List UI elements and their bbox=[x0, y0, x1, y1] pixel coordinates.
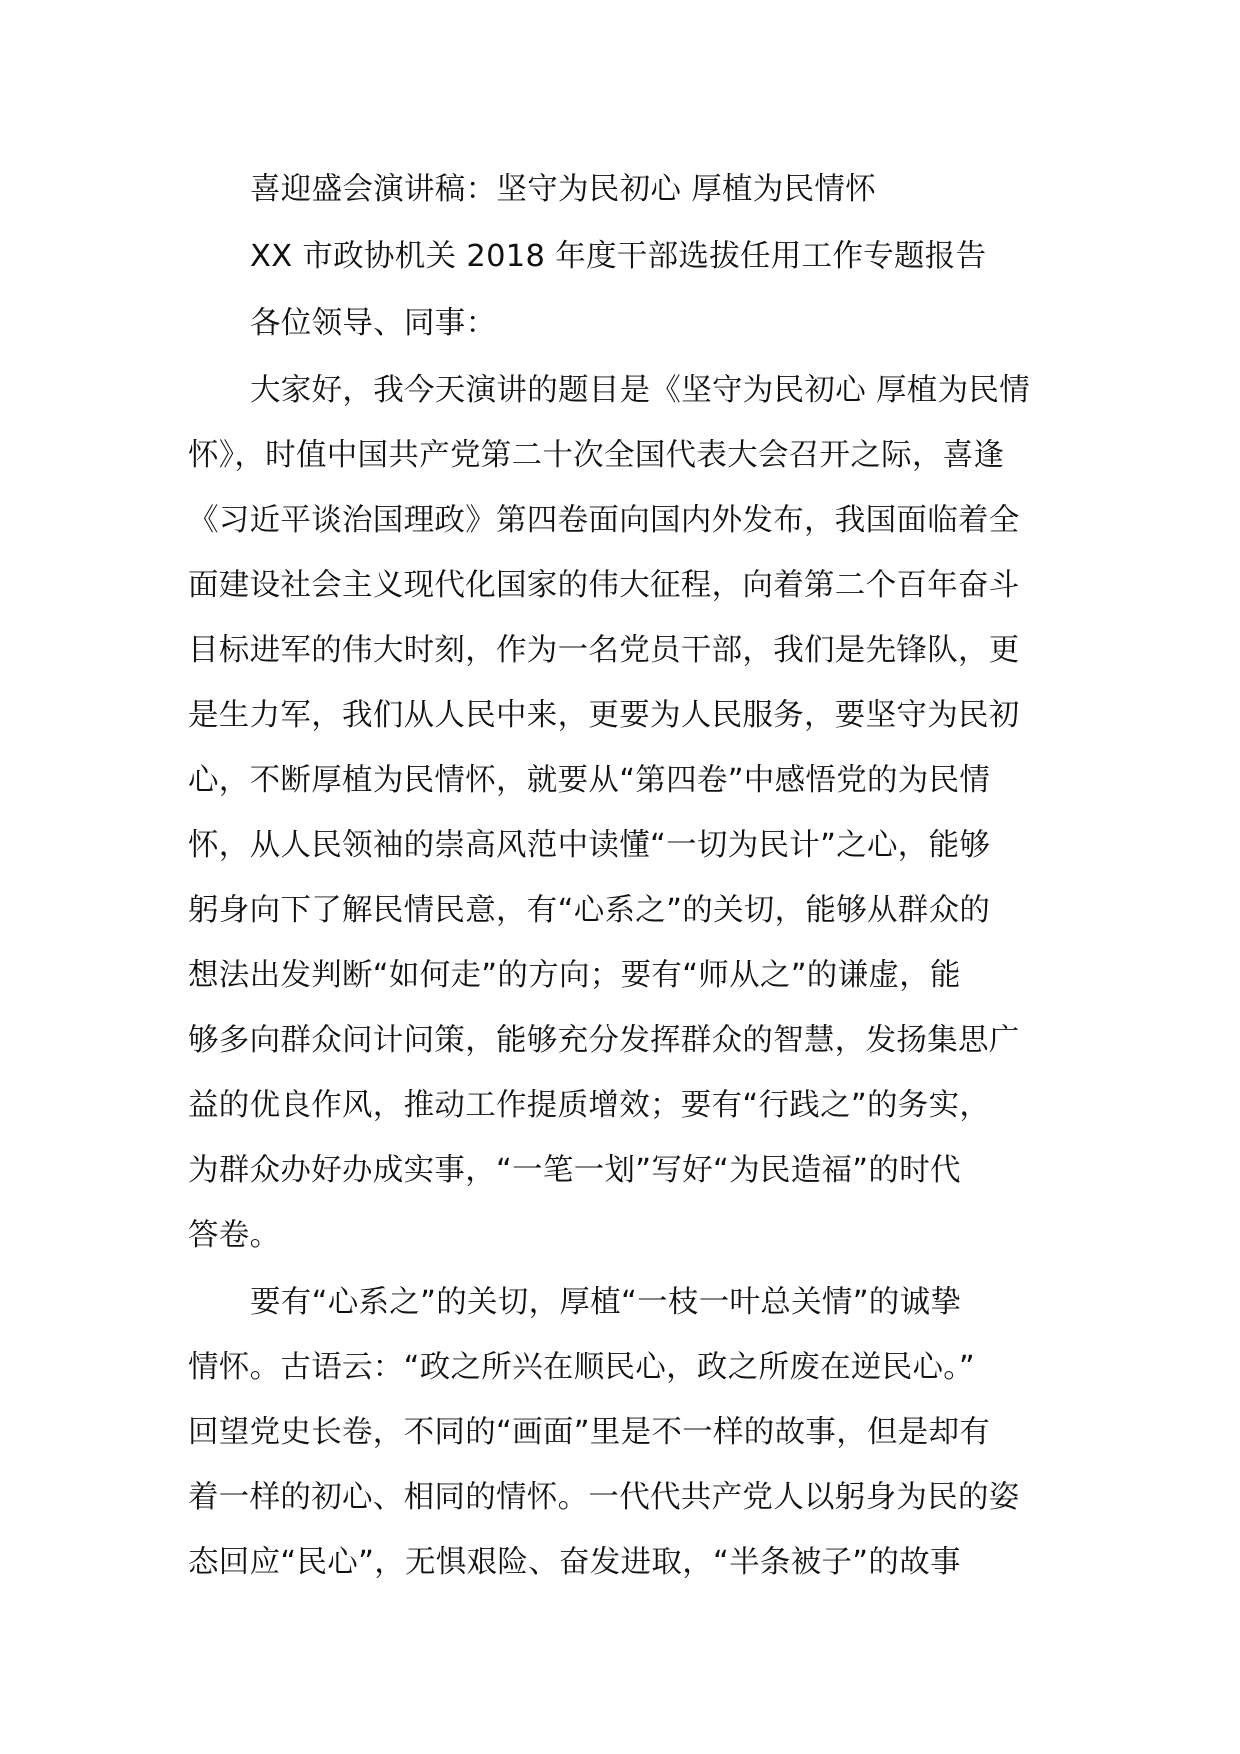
paragraph-line: 心，不断厚植为民情怀，就要从“第四卷”中感悟党的为民情 bbox=[188, 763, 991, 798]
paragraph-line: 是生力军，我们从人民中来，更要为人民服务，要坚守为民初 bbox=[188, 698, 1020, 733]
paragraph-line: 着一样的初心、相同的情怀。一代代共产党人以躬身为民的姿 bbox=[188, 1480, 1020, 1515]
document-subtitle: XX 市政协机关 2018 年度干部选拔任用工作专题报告 bbox=[250, 239, 987, 274]
paragraph-line: 怀》，时值中国共产党第二十次全国代表大会召开之际，喜逢 bbox=[188, 438, 1005, 473]
paragraph-line: 要有“心系之”的关切，厚植“一枝一叶总关情”的诚挚 bbox=[250, 1285, 962, 1320]
paragraph-line: 想法出发判断“如何走”的方向；要有“师从之”的谦虚，能 bbox=[188, 958, 961, 993]
paragraph-line: 怀，从人民领袖的崇高风范中读懂“一切为民计”之心，能够 bbox=[188, 828, 991, 863]
paragraph-1 bbox=[188, 373, 1056, 1254]
paragraph-line: 够多向群众问计问策，能够充分发挥群众的智慧，发扬集思广 bbox=[188, 1023, 1020, 1058]
document-title: 喜迎盛会演讲稿：坚守为民初心 厚植为民情怀 bbox=[250, 172, 876, 207]
paragraph-line: 目标进军的伟大时刻，作为一名党员干部，我们是先锋队，更 bbox=[188, 633, 1020, 668]
paragraph-line: 情怀。古语云：“政之所兴在顺民心，政之所废在逆民心。” bbox=[188, 1350, 975, 1385]
salutation: 各位领导、同事： bbox=[250, 306, 497, 341]
paragraph-2 bbox=[188, 1285, 1056, 1581]
paragraph-line: 面建设社会主义现代化国家的伟大征程，向着第二个百年奋斗 bbox=[188, 568, 1020, 603]
document-body bbox=[188, 172, 1056, 1581]
paragraph-line: 益的优良作风，推动工作提质增效；要有“行践之”的务实， bbox=[188, 1088, 991, 1123]
paragraph-line: 躬身向下了解民情民意，有“心系之”的关切，能够从群众的 bbox=[188, 893, 991, 928]
paragraph-line: 为群众办好办成实事，“一笔一划”写好“为民造福”的时代 bbox=[188, 1153, 961, 1188]
paragraph-line: 《习近平谈治国理政》第四卷面向国内外发布，我国面临着全 bbox=[188, 503, 1020, 538]
paragraph-line: 回望党史长卷，不同的“画面”里是不一样的故事，但是却有 bbox=[188, 1415, 991, 1450]
paragraph-line: 大家好，我今天演讲的题目是《坚守为民初心 厚植为民情 bbox=[250, 373, 1030, 408]
paragraph-line: 态回应“民心”，无惧艰险、奋发进取，“半条被子”的故事 bbox=[188, 1545, 961, 1580]
paragraph-line: 答卷。 bbox=[188, 1218, 281, 1253]
